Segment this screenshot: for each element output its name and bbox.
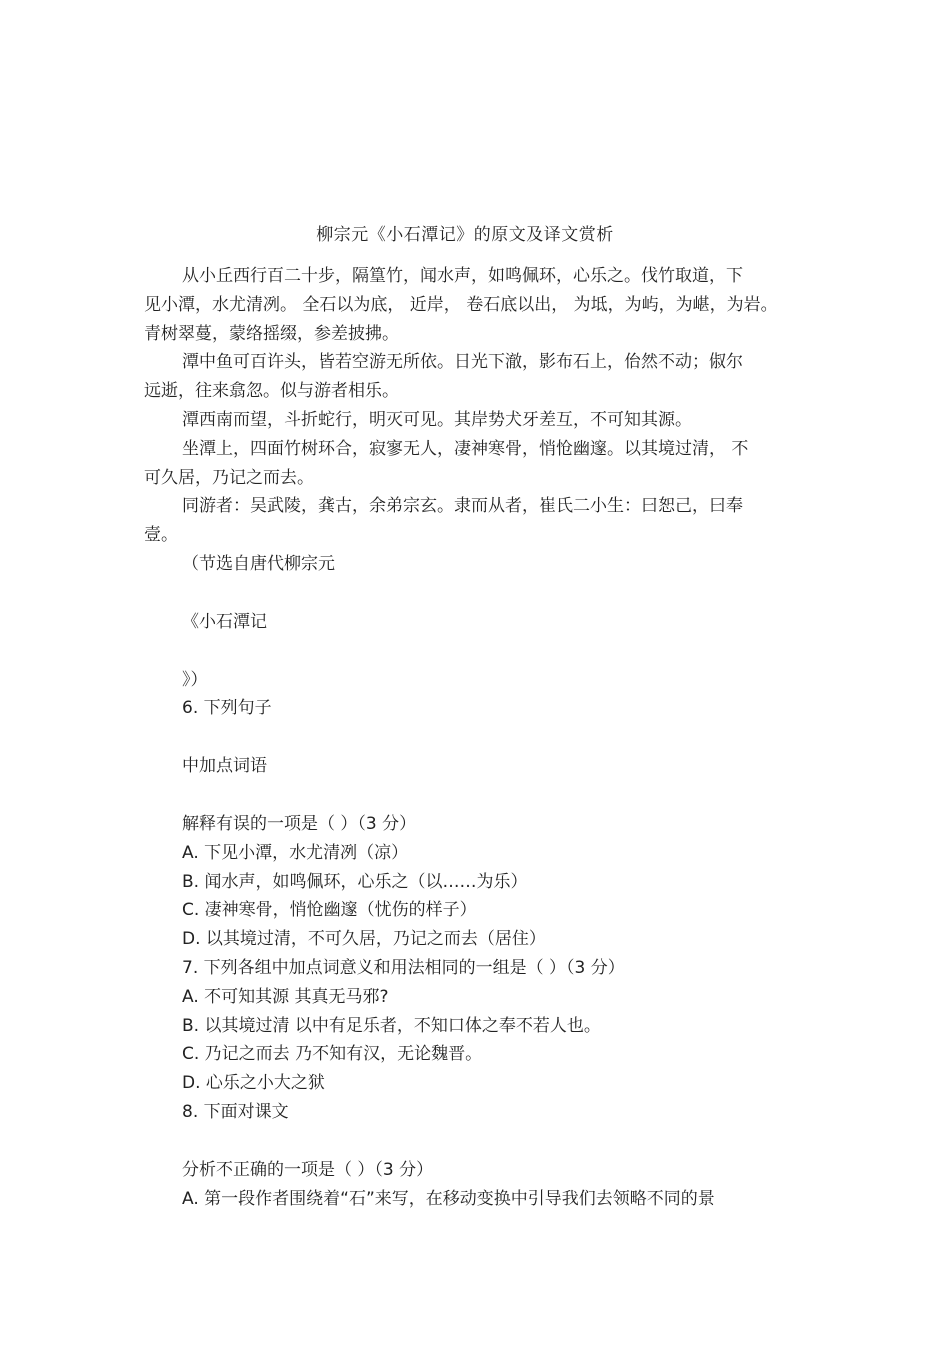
question-6-line2: 中加点词语	[182, 756, 267, 777]
para5-line1: 同游者：吴武陵，龚古，余弟宗玄。隶而从者，崔氏二小生：曰恕己，曰奉	[182, 496, 743, 517]
question-6-line1: 6. 下列句子	[182, 698, 272, 719]
para3-line1: 潭西南而望，斗折蛇行，明灭可见。其岸势犬牙差互，不可知其源。	[182, 409, 692, 430]
para2-line1: 潭中鱼可百许头，皆若空游无所依。日光下澈，影布石上，佁然不动；俶尔	[182, 352, 743, 373]
q6-option-d: D. 以其境过清，不可久居，乃记之而去（居住）	[182, 929, 546, 950]
q6-option-b: B. 闻水声，如鸣佩环，心乐之（以……为乐）	[182, 871, 528, 892]
document-body	[144, 262, 809, 1213]
para5-line2: 壹。	[144, 525, 178, 546]
question-8-line1: 8. 下面对课文	[182, 1101, 289, 1122]
document-title: 柳宗元《小石潭记》的原文及译文赏析	[316, 225, 614, 245]
q8-option-a: A. 第一段作者围绕着“石”来写，在移动变换中引导我们去领略不同的景	[182, 1188, 715, 1209]
q7-option-c: C. 乃记之而去 乃不知有汉，无论魏晋。	[182, 1044, 483, 1065]
para2-line2: 远逝，往来翕忽。似与游者相乐。	[144, 381, 399, 402]
question-8-line2: 分析不正确的一项是（ ）（3 分）	[182, 1159, 434, 1180]
para4-line2: 可久居，乃记之而去。	[144, 467, 314, 488]
question-6-line3: 解释有误的一项是（ ）（3 分）	[182, 813, 417, 834]
para1-line3: 青树翠蔓，蒙络摇缀，参差披拂。	[144, 323, 399, 344]
source-line2: 《小石潭记	[182, 611, 267, 632]
q6-option-a: A. 下见小潭，水尤清冽（凉）	[182, 842, 409, 863]
q6-option-c: C. 凄神寒骨，悄怆幽邃（忧伤的样子）	[182, 900, 477, 921]
para1-line2: 见小潭，水尤清冽。 全石以为底， 近岸， 卷石底以出， 为坻，为屿，为嵁，为岩。	[144, 294, 778, 315]
para1-line1: 从小丘西行百二十步，隔篁竹，闻水声，如鸣佩环，心乐之。伐竹取道，下	[182, 266, 743, 286]
source-line3: 》）	[182, 669, 208, 690]
para4-line1: 坐潭上，四面竹树环合，寂寥无人，凄神寒骨，悄怆幽邃。以其境过清， 不	[182, 438, 749, 459]
q7-option-d: D. 心乐之小大之狱	[182, 1073, 325, 1094]
question-7: 7. 下列各组中加点词意义和用法相同的一组是（ ）（3 分）	[182, 957, 625, 978]
q7-option-b: B. 以其境过清 以中有足乐者，不知口体之奉不若人也。	[182, 1015, 601, 1036]
q7-option-a: A. 不可知其源 其真无马邪?	[182, 986, 389, 1007]
source-line1: （节选自唐代柳宗元	[182, 553, 335, 574]
